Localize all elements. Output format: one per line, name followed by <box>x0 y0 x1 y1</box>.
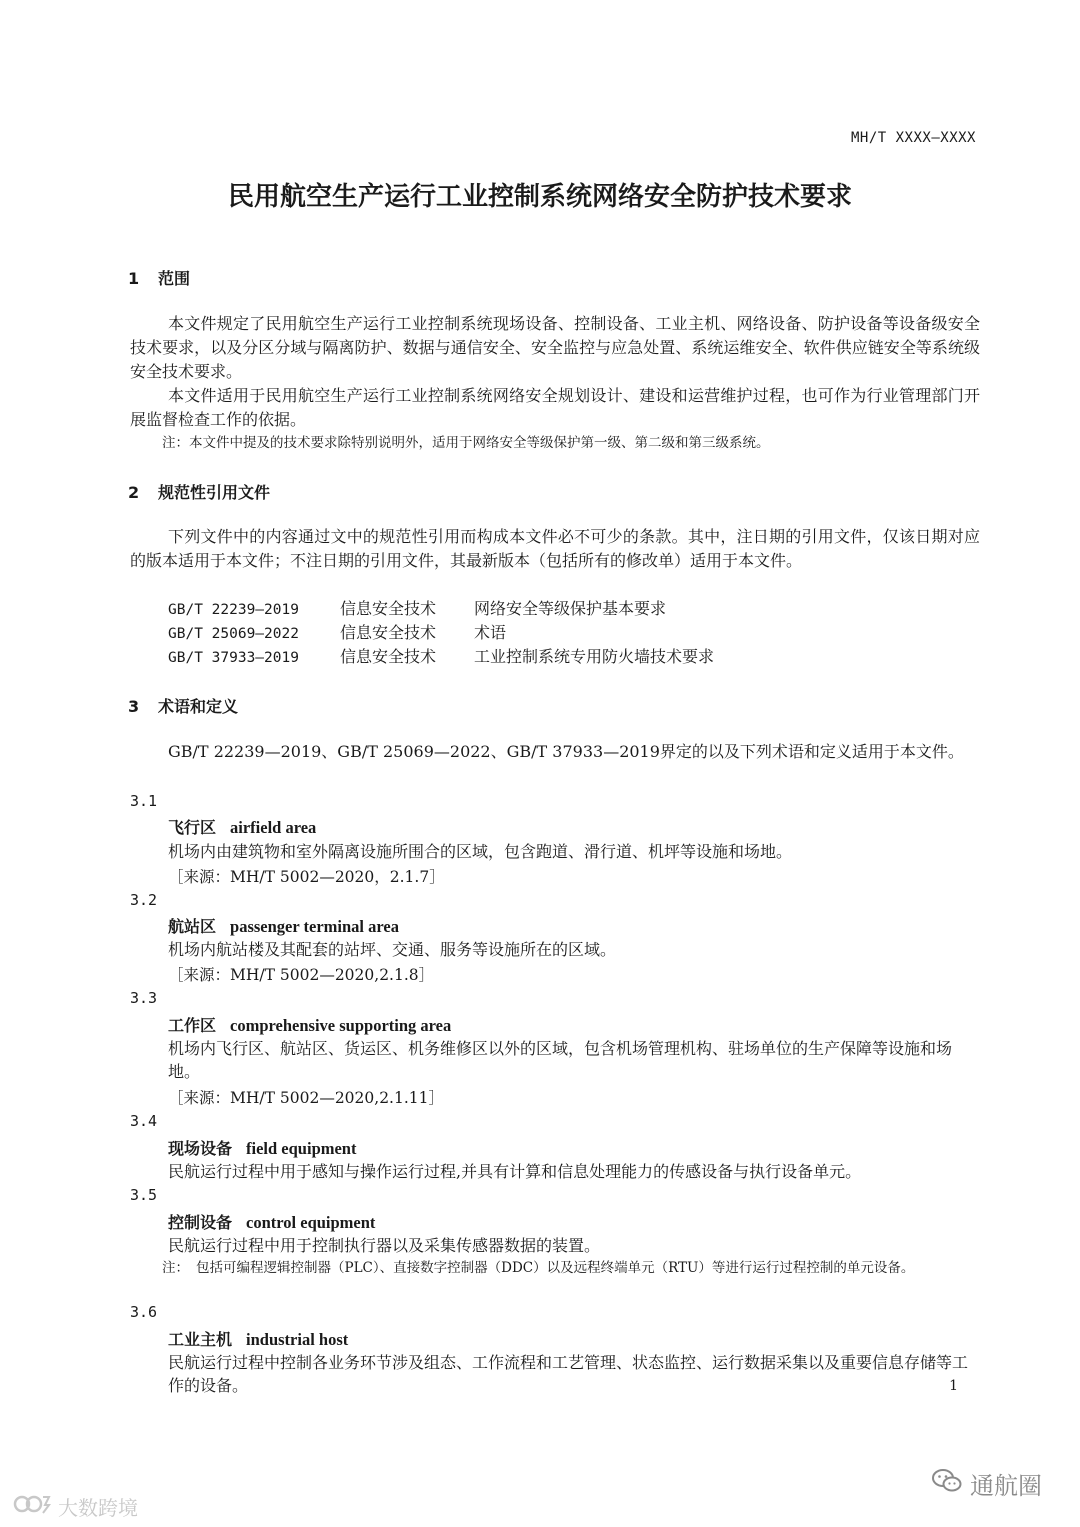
section-1-note: 注：本文件中提及的技术要求除特别说明外，适用于网络安全等级保护第一级、第二级和第三级系统。 <box>162 435 770 451</box>
term-english: passenger terminal area <box>230 917 399 936</box>
section-number: 3 <box>128 697 140 716</box>
reference-item <box>168 621 506 646</box>
reference-code: GB/T 22239—2019 <box>168 602 299 618</box>
reference-item <box>168 645 714 670</box>
term-number: 3.1 <box>130 792 158 810</box>
section-number: 1 <box>128 269 140 288</box>
wechat-icon <box>932 1468 962 1500</box>
term-name <box>168 815 316 838</box>
term-chinese: 现场设备 <box>168 1139 233 1158</box>
section-title: 术语和定义 <box>158 697 239 716</box>
term-number: 3.6 <box>130 1303 158 1321</box>
watermark-right <box>932 1466 1042 1501</box>
reference-title: 术语 <box>474 623 507 642</box>
section-1-paragraph-2: 本文件适用于民用航空生产运行工业控制系统网络安全规划设计、建设和运营维护过程，也可作为行业管理部门开展监督检查工作的依据。 <box>130 386 980 429</box>
section-3-heading <box>128 694 238 717</box>
term-number: 3.2 <box>130 891 158 909</box>
term-english: industrial host <box>246 1330 349 1349</box>
term-source: ［来源：MH/T 5002—2020,2.1.8］ <box>168 966 435 984</box>
reference-item <box>168 597 666 622</box>
brand-logo-icon <box>12 1493 52 1520</box>
term-chinese: 工业主机 <box>168 1330 233 1349</box>
watermark-text: 大数跨境 <box>58 1496 138 1520</box>
term-name <box>168 914 399 937</box>
term-source: ［来源：MH/T 5002—2020,2.1.11］ <box>168 1089 444 1107</box>
reference-code: GB/T 25069—2022 <box>168 626 299 642</box>
term-note-label: 注： <box>162 1260 189 1276</box>
term-english: comprehensive supporting area <box>230 1016 452 1035</box>
term-definition: 机场内航站楼及其配套的站坪、交通、服务等设施所在的区域。 <box>168 940 617 959</box>
section-1-paragraph-1: 本文件规定了民用航空生产运行工业控制系统现场设备、控制设备、工业主机、网络设备、防护设备等设备级安全技术要求，以及分区分域与隔离防护、数据与通信安全、安全监控与应急处置、系统运维安全、软件供应链安全等系统级安全技术要求。 <box>130 314 980 381</box>
reference-category: 信息安全技术 <box>340 599 437 618</box>
term-source: ［来源：MH/T 5002—2020，2.1.7］ <box>168 868 445 886</box>
term-definition: 民航运行过程中控制各业务环节涉及组态、工作流程和工艺管理、状态监控、运行数据采集以及重要信息存储等工作的设备。 <box>168 1353 969 1395</box>
page-number: 1 <box>949 1378 958 1394</box>
reference-category: 信息安全技术 <box>340 647 437 666</box>
reference-category: 信息安全技术 <box>340 623 437 642</box>
term-definition: 民航运行过程中用于控制执行器以及采集传感器数据的装置。 <box>168 1236 601 1255</box>
term-english: airfield area <box>230 818 317 837</box>
term-number: 3.4 <box>130 1112 158 1130</box>
reference-title: 网络安全等级保护基本要求 <box>474 599 667 618</box>
term-chinese: 控制设备 <box>168 1213 233 1232</box>
term-chinese: 工作区 <box>168 1016 217 1035</box>
term-number: 3.5 <box>130 1186 158 1204</box>
standard-code: MH/T XXXX—XXXX <box>850 130 976 146</box>
term-name <box>168 1136 356 1159</box>
term-note: 包括可编程逻辑控制器（PLC）、直接数字控制器（DDC）以及远程终端单元（RTU）等进行运行过程控制的单元设备。 <box>196 1260 915 1276</box>
term-definition: 民航运行过程中用于感知与操作运行过程,并具有计算和信息处理能力的传感设备与执行设备单元。 <box>168 1162 862 1181</box>
term-number: 3.3 <box>130 989 158 1007</box>
watermark-left <box>12 1492 138 1521</box>
reference-title: 工业控制系统专用防火墙技术要求 <box>474 647 715 666</box>
term-definition: 机场内由建筑物和室外隔离设施所围合的区域，包含跑道、滑行道、机坪等设施和场地。 <box>168 842 793 861</box>
term-name <box>168 1013 451 1036</box>
term-english: field equipment <box>246 1139 357 1158</box>
section-number: 2 <box>128 483 140 502</box>
term-name <box>168 1327 348 1350</box>
term-definition: 机场内飞行区、航站区、货运区、机务维修区以外的区域，包含机场管理机构、驻场单位的生产保障等设施和场地。 <box>168 1039 953 1081</box>
term-chinese: 航站区 <box>168 917 217 936</box>
section-2-heading <box>128 480 270 503</box>
section-1-heading <box>128 266 190 289</box>
watermark-text: 通航圈 <box>970 1472 1042 1500</box>
term-english: control equipment <box>246 1213 376 1232</box>
term-chinese: 飞行区 <box>168 818 217 837</box>
section-3-paragraph-1: GB/T 22239—2019、GB/T 25069—2022、GB/T 37933—2019界定的以及下列术语和定义适用于本文件。 <box>168 742 964 761</box>
section-title: 范围 <box>158 269 191 288</box>
reference-code: GB/T 37933—2019 <box>168 650 299 666</box>
section-title: 规范性引用文件 <box>158 483 271 502</box>
term-name <box>168 1210 375 1233</box>
document-title: 民用航空生产运行工业控制系统网络安全防护技术要求 <box>227 182 852 212</box>
section-2-paragraph-1: 下列文件中的内容通过文中的规范性引用而构成本文件必不可少的条款。其中，注日期的引用文件，仅该日期对应的版本适用于本文件；不注日期的引用文件，其最新版本（包括所有的修改单）适用于本文件。 <box>130 527 980 570</box>
